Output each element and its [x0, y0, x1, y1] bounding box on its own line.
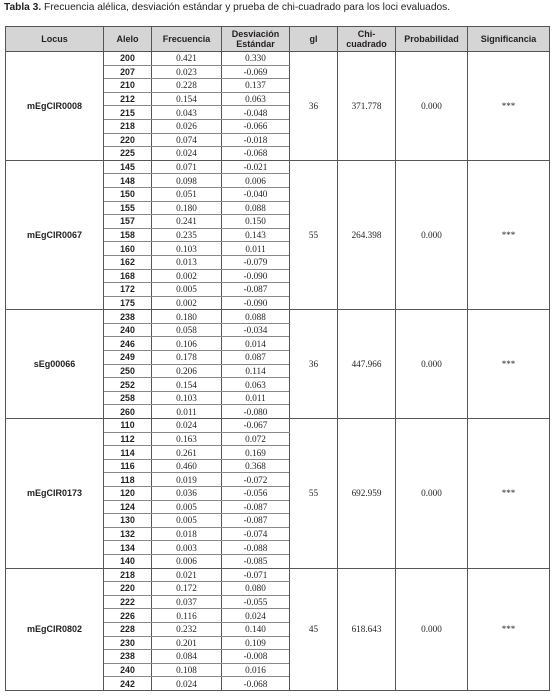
table-row: [6, 419, 550, 433]
allele-cell: 124: [104, 500, 152, 514]
header-row: [6, 27, 550, 52]
chi-square-cell: 264.398: [338, 160, 396, 310]
std-deviation-cell: -0.090: [222, 296, 290, 310]
allele-cell: 258: [104, 391, 152, 405]
std-deviation-cell: -0.021: [222, 160, 290, 174]
locus-name: mEgCIR0173: [6, 419, 104, 569]
frequency-cell: 0.074: [152, 133, 222, 147]
table-row: [6, 310, 550, 324]
frequency-cell: 0.011: [152, 405, 222, 419]
std-deviation-cell: 0.063: [222, 92, 290, 106]
std-deviation-cell: 0.016: [222, 663, 290, 677]
frequency-cell: 0.421: [152, 52, 222, 66]
gl-cell: 45: [290, 568, 338, 690]
chi-square-cell: 447.966: [338, 310, 396, 419]
allele-frequency-table: [5, 26, 549, 691]
allele-cell: 260: [104, 405, 152, 419]
allele-cell: 249: [104, 351, 152, 365]
frequency-cell: 0.043: [152, 106, 222, 120]
frequency-cell: 0.006: [152, 554, 222, 568]
std-deviation-cell: -0.079: [222, 255, 290, 269]
gl-cell: 55: [290, 160, 338, 310]
allele-cell: 238: [104, 650, 152, 664]
allele-cell: 140: [104, 554, 152, 568]
allele-cell: 238: [104, 310, 152, 324]
allele-cell: 120: [104, 487, 152, 501]
significance-cell: ***: [468, 160, 550, 310]
std-deviation-cell: -0.087: [222, 500, 290, 514]
allele-cell: 242: [104, 677, 152, 691]
col-header-desviacion: Desviación Estándar: [222, 27, 290, 52]
allele-cell: 118: [104, 473, 152, 487]
chi-square-cell: 618.643: [338, 568, 396, 690]
allele-cell: 215: [104, 106, 152, 120]
allele-cell: 162: [104, 255, 152, 269]
locus-name: sEg00066: [6, 310, 104, 419]
allele-cell: 172: [104, 283, 152, 297]
allele-cell: 220: [104, 133, 152, 147]
frequency-cell: 0.235: [152, 228, 222, 242]
std-deviation-cell: -0.088: [222, 541, 290, 555]
allele-cell: 210: [104, 79, 152, 93]
allele-cell: 207: [104, 65, 152, 79]
std-deviation-cell: -0.055: [222, 595, 290, 609]
frequency-cell: 0.005: [152, 500, 222, 514]
frequency-cell: 0.018: [152, 527, 222, 541]
frequency-cell: 0.071: [152, 160, 222, 174]
frequency-cell: 0.206: [152, 364, 222, 378]
frequency-cell: 0.021: [152, 568, 222, 582]
std-deviation-cell: -0.034: [222, 323, 290, 337]
probability-cell: 0.000: [396, 52, 468, 161]
allele-cell: 116: [104, 459, 152, 473]
std-deviation-cell: 0.024: [222, 609, 290, 623]
std-deviation-cell: -0.080: [222, 405, 290, 419]
std-deviation-cell: -0.071: [222, 568, 290, 582]
allele-cell: 145: [104, 160, 152, 174]
frequency-cell: 0.024: [152, 419, 222, 433]
allele-cell: 250: [104, 364, 152, 378]
std-deviation-cell: 0.063: [222, 378, 290, 392]
std-deviation-cell: -0.040: [222, 187, 290, 201]
locus-name: mEgCIR0067: [6, 160, 104, 310]
frequency-cell: 0.098: [152, 174, 222, 188]
std-deviation-cell: 0.114: [222, 364, 290, 378]
frequency-cell: 0.026: [152, 119, 222, 133]
allele-cell: 150: [104, 187, 152, 201]
col-header-frecuencia: Frecuencia: [152, 27, 222, 52]
std-deviation-cell: -0.087: [222, 514, 290, 528]
std-deviation-cell: 0.011: [222, 242, 290, 256]
frequency-cell: 0.460: [152, 459, 222, 473]
table-row: [6, 568, 550, 582]
frequency-cell: 0.106: [152, 337, 222, 351]
std-deviation-cell: -0.008: [222, 650, 290, 664]
caption-text: Frecuencia alélica, desviación estándar y prueba de chi-cuadrado para los loci evaluados.: [44, 2, 451, 13]
allele-cell: 226: [104, 609, 152, 623]
frequency-cell: 0.180: [152, 310, 222, 324]
std-deviation-cell: -0.067: [222, 419, 290, 433]
table-body: [6, 52, 550, 691]
std-deviation-cell: 0.080: [222, 582, 290, 596]
locus-name: mEgCIR0008: [6, 52, 104, 161]
frequency-cell: 0.154: [152, 378, 222, 392]
frequency-cell: 0.241: [152, 215, 222, 229]
frequency-cell: 0.261: [152, 446, 222, 460]
frequency-cell: 0.084: [152, 650, 222, 664]
allele-cell: 218: [104, 568, 152, 582]
gl-cell: 36: [290, 310, 338, 419]
frequency-cell: 0.163: [152, 432, 222, 446]
allele-cell: 134: [104, 541, 152, 555]
std-deviation-cell: -0.018: [222, 133, 290, 147]
std-deviation-cell: 0.109: [222, 636, 290, 650]
std-deviation-cell: -0.048: [222, 106, 290, 120]
allele-cell: 252: [104, 378, 152, 392]
frequency-cell: 0.002: [152, 296, 222, 310]
frequency-cell: 0.005: [152, 283, 222, 297]
allele-cell: 132: [104, 527, 152, 541]
std-deviation-cell: 0.072: [222, 432, 290, 446]
frequency-cell: 0.103: [152, 242, 222, 256]
frequency-cell: 0.058: [152, 323, 222, 337]
col-header-locus: Locus: [6, 27, 104, 52]
significance-cell: ***: [468, 52, 550, 161]
allele-cell: 222: [104, 595, 152, 609]
std-deviation-cell: 0.143: [222, 228, 290, 242]
allele-cell: 148: [104, 174, 152, 188]
std-deviation-cell: -0.068: [222, 677, 290, 691]
allele-cell: 228: [104, 622, 152, 636]
allele-cell: 212: [104, 92, 152, 106]
frequency-cell: 0.103: [152, 391, 222, 405]
caption-label: Tabla 3.: [4, 2, 42, 13]
std-deviation-cell: 0.011: [222, 391, 290, 405]
allele-cell: 200: [104, 52, 152, 66]
frequency-cell: 0.116: [152, 609, 222, 623]
chi-square-cell: 371.778: [338, 52, 396, 161]
allele-cell: 158: [104, 228, 152, 242]
allele-cell: 175: [104, 296, 152, 310]
allele-cell: 160: [104, 242, 152, 256]
col-header-gl: gl: [290, 27, 338, 52]
frequency-cell: 0.036: [152, 487, 222, 501]
col-header-significancia: Significancia: [468, 27, 550, 52]
std-deviation-cell: -0.090: [222, 269, 290, 283]
allele-cell: 240: [104, 323, 152, 337]
std-deviation-cell: -0.056: [222, 487, 290, 501]
frequency-cell: 0.051: [152, 187, 222, 201]
std-deviation-cell: -0.087: [222, 283, 290, 297]
std-deviation-cell: -0.069: [222, 65, 290, 79]
locus-name: mEgCIR0802: [6, 568, 104, 690]
frequency-cell: 0.172: [152, 582, 222, 596]
std-deviation-cell: 0.087: [222, 351, 290, 365]
std-deviation-cell: -0.066: [222, 119, 290, 133]
std-deviation-cell: 0.088: [222, 310, 290, 324]
probability-cell: 0.000: [396, 419, 468, 569]
probability-cell: 0.000: [396, 310, 468, 419]
allele-cell: 225: [104, 147, 152, 161]
frequency-cell: 0.108: [152, 663, 222, 677]
significance-cell: ***: [468, 310, 550, 419]
std-deviation-cell: 0.137: [222, 79, 290, 93]
std-deviation-cell: 0.088: [222, 201, 290, 215]
frequency-cell: 0.037: [152, 595, 222, 609]
chi-square-cell: 692.959: [338, 419, 396, 569]
allele-cell: 155: [104, 201, 152, 215]
frequency-cell: 0.178: [152, 351, 222, 365]
frequency-cell: 0.180: [152, 201, 222, 215]
allele-cell: 112: [104, 432, 152, 446]
allele-cell: 110: [104, 419, 152, 433]
table-caption: [4, 1, 556, 15]
allele-cell: 240: [104, 663, 152, 677]
frequency-cell: 0.228: [152, 79, 222, 93]
frequency-cell: 0.232: [152, 622, 222, 636]
std-deviation-cell: -0.074: [222, 527, 290, 541]
allele-cell: 114: [104, 446, 152, 460]
std-deviation-cell: -0.072: [222, 473, 290, 487]
significance-cell: ***: [468, 419, 550, 569]
allele-cell: 230: [104, 636, 152, 650]
col-header-chi-cuadrado: Chi-cuadrado: [338, 27, 396, 52]
significance-cell: ***: [468, 568, 550, 690]
frequency-cell: 0.005: [152, 514, 222, 528]
col-header-alelo: Alelo: [104, 27, 152, 52]
allele-cell: 218: [104, 119, 152, 133]
allele-cell: 246: [104, 337, 152, 351]
std-deviation-cell: 0.006: [222, 174, 290, 188]
std-deviation-cell: -0.085: [222, 554, 290, 568]
frequency-cell: 0.024: [152, 677, 222, 691]
frequency-cell: 0.201: [152, 636, 222, 650]
std-deviation-cell: 0.140: [222, 622, 290, 636]
std-deviation-cell: 0.368: [222, 459, 290, 473]
frequency-cell: 0.002: [152, 269, 222, 283]
col-header-probabilidad: Probabilidad: [396, 27, 468, 52]
std-deviation-cell: 0.169: [222, 446, 290, 460]
probability-cell: 0.000: [396, 160, 468, 310]
frequency-cell: 0.154: [152, 92, 222, 106]
frequency-cell: 0.003: [152, 541, 222, 555]
std-deviation-cell: -0.068: [222, 147, 290, 161]
probability-cell: 0.000: [396, 568, 468, 690]
frequency-cell: 0.023: [152, 65, 222, 79]
gl-cell: 55: [290, 419, 338, 569]
std-deviation-cell: 0.150: [222, 215, 290, 229]
table-row: [6, 160, 550, 174]
std-deviation-cell: 0.014: [222, 337, 290, 351]
allele-cell: 130: [104, 514, 152, 528]
allele-cell: 168: [104, 269, 152, 283]
gl-cell: 36: [290, 52, 338, 161]
allele-cell: 220: [104, 582, 152, 596]
frequency-cell: 0.024: [152, 147, 222, 161]
frequency-cell: 0.019: [152, 473, 222, 487]
table-row: [6, 52, 550, 66]
allele-cell: 157: [104, 215, 152, 229]
frequency-cell: 0.013: [152, 255, 222, 269]
std-deviation-cell: 0.330: [222, 52, 290, 66]
